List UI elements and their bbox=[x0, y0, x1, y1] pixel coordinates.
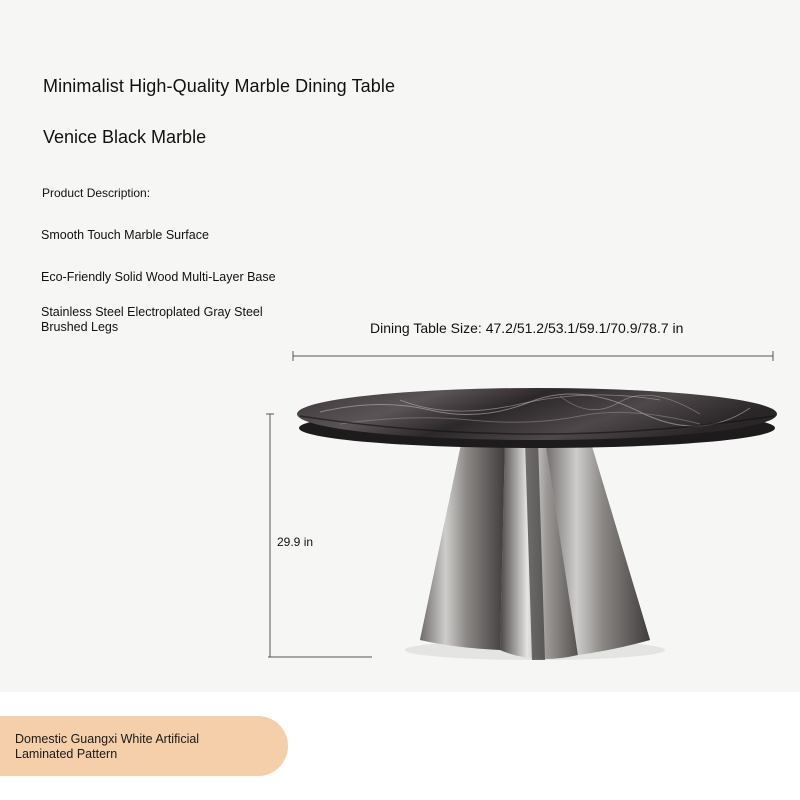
marble-tabletop bbox=[297, 388, 777, 448]
option-pill[interactable] bbox=[0, 716, 288, 776]
width-dimension-line bbox=[293, 351, 773, 361]
table-size-label: Dining Table Size: 47.2/51.2/53.1/59.1/70.9/78.7 in bbox=[370, 320, 684, 336]
steel-pedestal bbox=[420, 440, 650, 660]
product-variant: Venice Black Marble bbox=[43, 127, 207, 147]
feature-wood-base: Eco-Friendly Solid Wood Multi-Layer Base bbox=[41, 270, 276, 284]
product-title: Minimalist High-Quality Marble Dining Table bbox=[43, 76, 396, 96]
description-heading: Product Description: bbox=[42, 186, 151, 200]
option-label: Domestic Guangxi White Artificial Laminated Pattern bbox=[15, 732, 200, 761]
feature-steel-legs: Stainless Steel Electroplated Gray Steel Brushed Legs bbox=[41, 305, 263, 334]
table-height-label: 29.9 in bbox=[277, 535, 314, 549]
feature-marble-surface: Smooth Touch Marble Surface bbox=[41, 228, 209, 242]
